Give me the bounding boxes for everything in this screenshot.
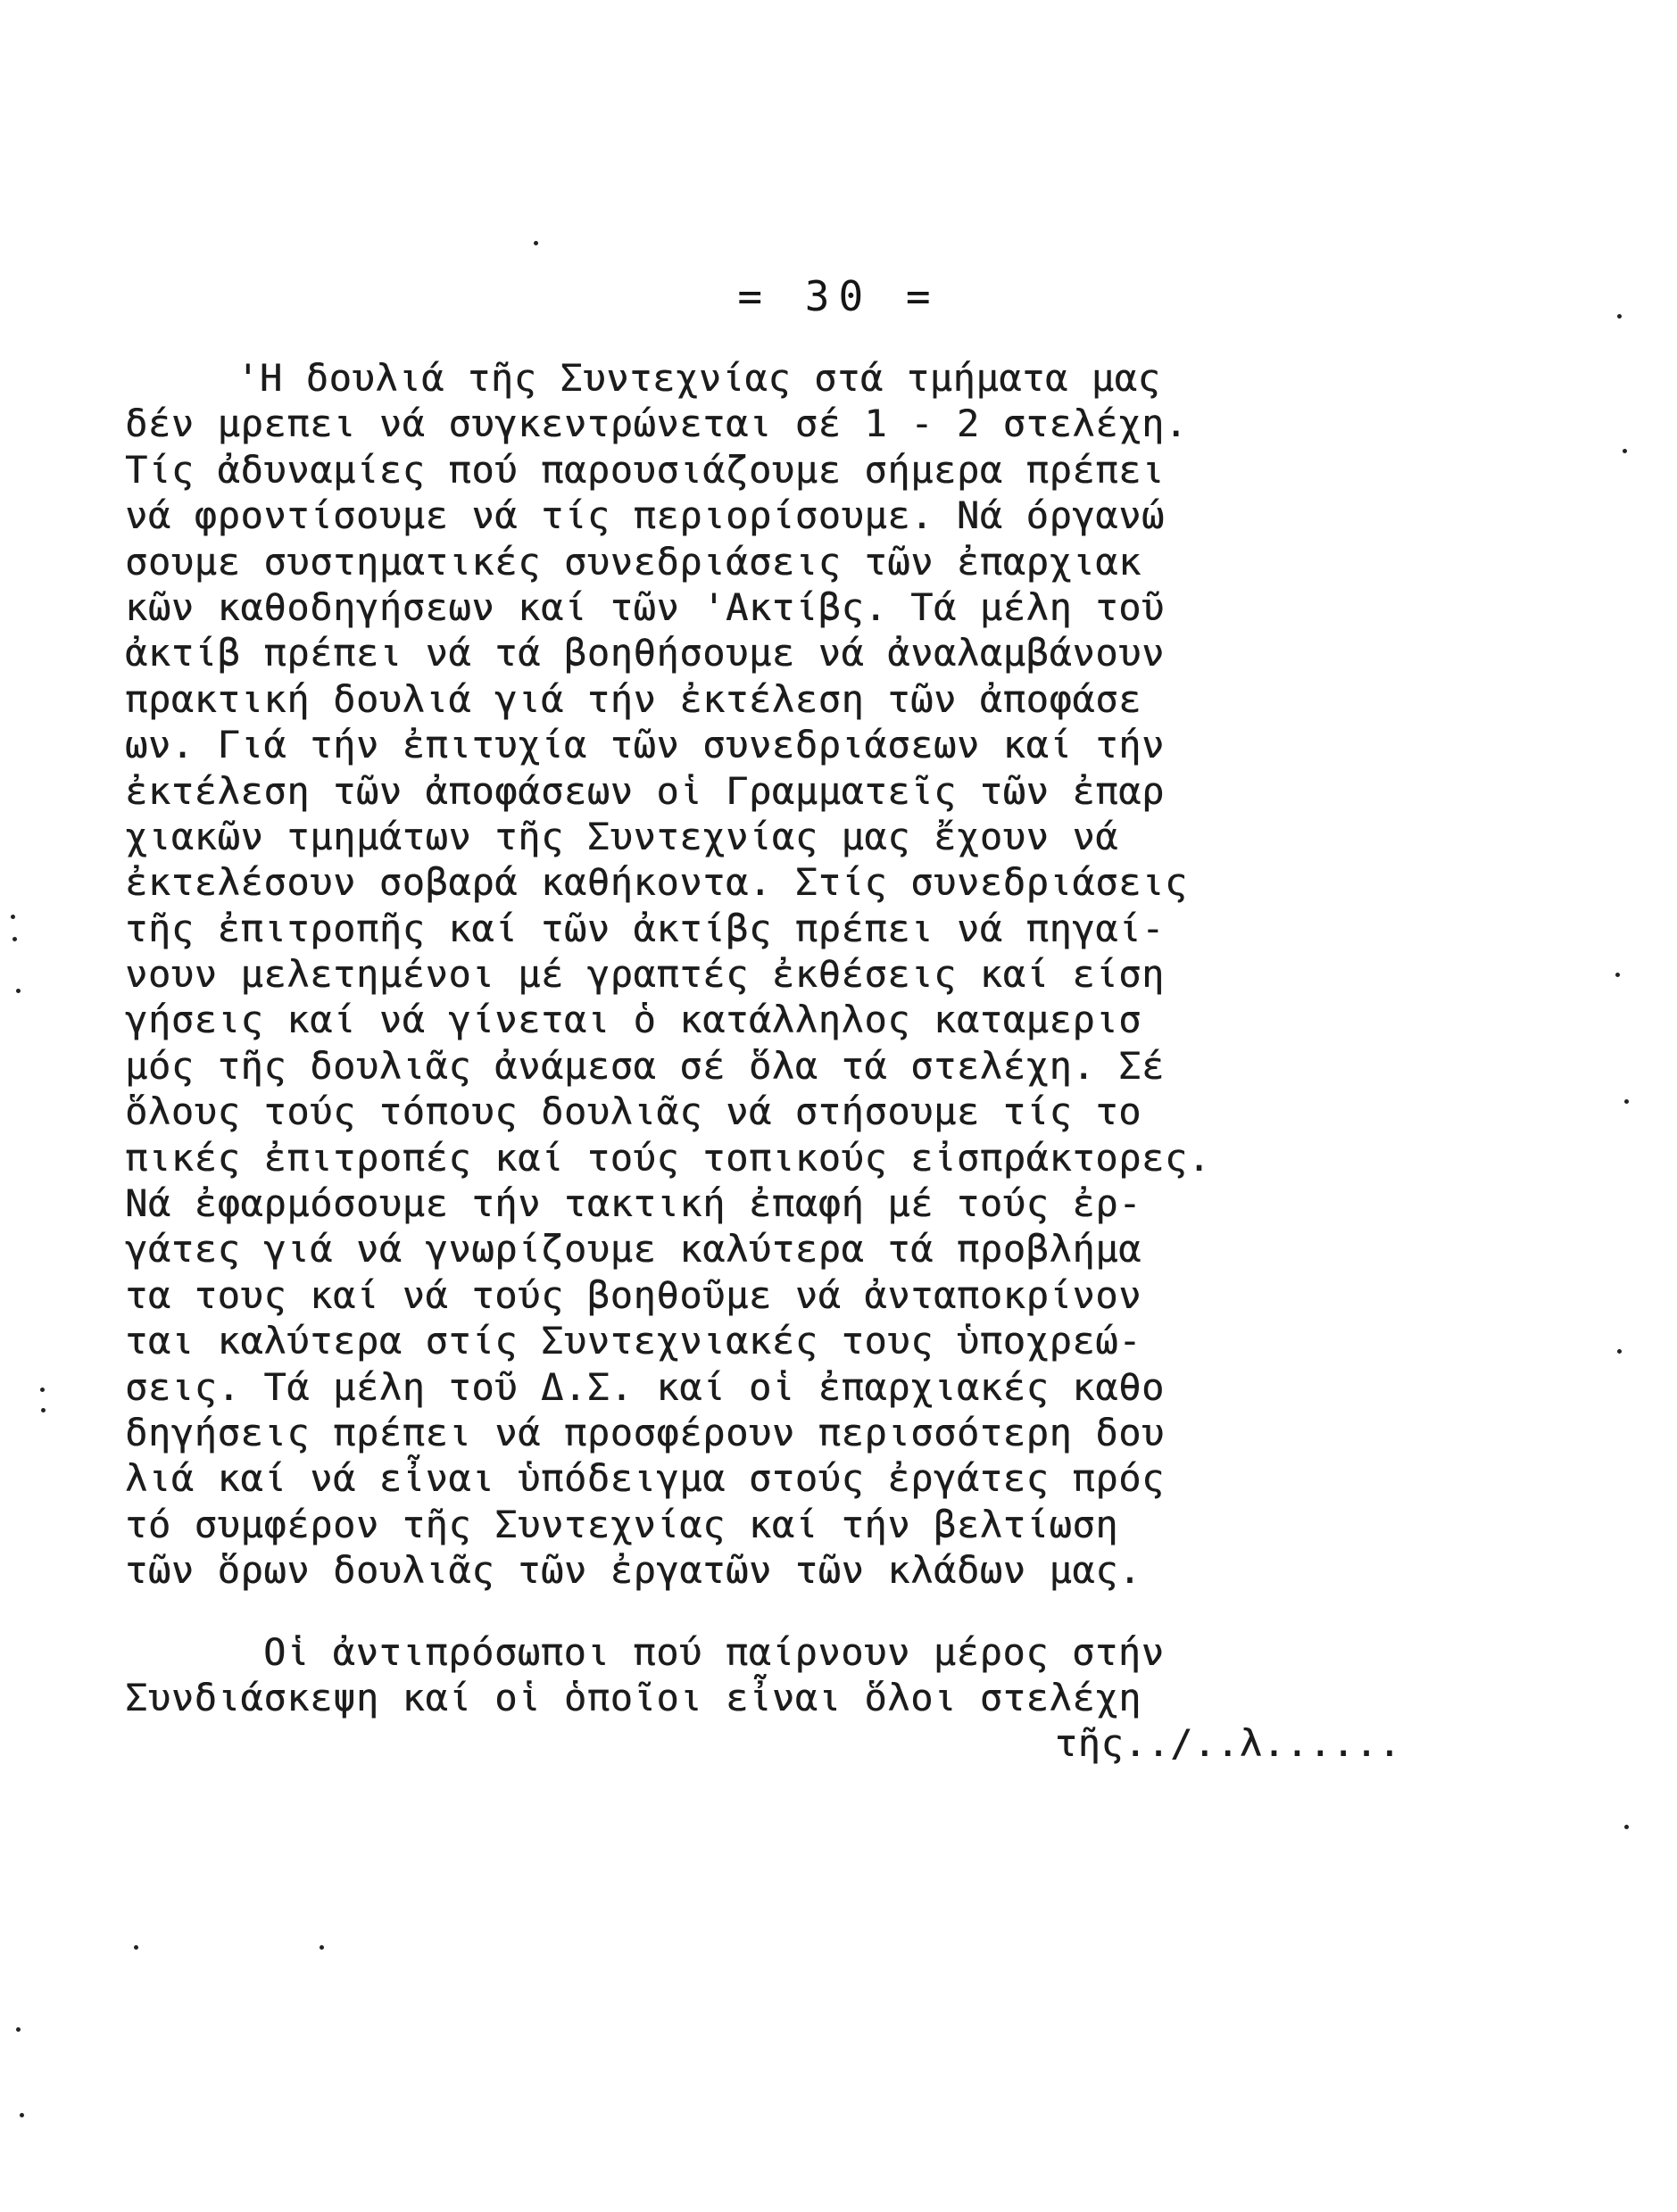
text-line: νουν μελετημένοι μέ γραπτές ἐκθέσεις καί είση xyxy=(125,952,1165,997)
scan-speck xyxy=(1623,449,1627,453)
text-line: τα τους καί νά τούς βοηθοῦμε νά ἀνταποκρίνον xyxy=(125,1272,1142,1317)
scan-speck xyxy=(1624,1099,1629,1104)
text-line: κῶν καθοδηγήσεων καί τῶν 'Ακτίβς. Τά μέλη τοῦ xyxy=(125,584,1165,629)
text-line: πικές ἐπιτροπές καί τούς τοπικούς εἰσπράκτορες. xyxy=(125,1135,1211,1180)
text-line: πρακτική δουλιά γιά τήν ἐκτέλεση τῶν ἀποφάσε xyxy=(125,676,1142,721)
paragraph-gap xyxy=(125,1594,1410,1629)
scan-speck xyxy=(16,2027,21,2032)
text-line: χιακῶν τμημάτων τῆς Συντεχνίας μας ἔχουν νά xyxy=(125,814,1119,858)
text-line: Τίς ἀδυναμίες πού παρουσιάζουμε σήμερα πρέπει xyxy=(125,447,1165,492)
text-line: σουμε συστηματικές συνεδριάσεις τῶν ἐπαρχιακ xyxy=(125,539,1142,584)
scan-speck xyxy=(1624,1825,1629,1829)
text-line: ων. Γιά τήν ἐπιτυχία τῶν συνεδριάσεων καί τήν xyxy=(125,723,1165,767)
text-line: ἐκτελέσουν σοβαρά καθήκοντα. Στίς συνεδριάσεις xyxy=(125,860,1188,905)
text-line: ται καλύτερα στίς Συντεχνιακές τους ὑποχρεώ- xyxy=(125,1319,1142,1363)
scan-speck xyxy=(16,989,21,993)
text-line: Νά ἐφαρμόσουμε τήν τακτική ἐπαφή μέ τούς ἐρ- xyxy=(125,1181,1142,1226)
scan-speck xyxy=(1617,314,1622,319)
text-line: Συνδιάσκεψη καί οἱ ὁποῖοι εἶναι ὅλοι στελέχη xyxy=(125,1675,1142,1719)
scan-speck xyxy=(1615,973,1620,977)
text-line: γήσεις καί νά γίνεται ὁ κατάλληλος καταμερισ xyxy=(125,998,1142,1042)
scan-speck xyxy=(11,915,15,919)
scan-speck xyxy=(41,1408,46,1413)
text-line: ἀκτίβ πρέπει νά τά βοηθήσουμε νά ἀναλαμβάνουν xyxy=(125,631,1165,675)
page-number: = 30 = xyxy=(737,272,940,320)
continuation-line: τῆς../..λ...... xyxy=(1054,1721,1401,1766)
text-line: μός τῆς δουλιᾶς ἀνάμεσα σέ ὅλα τά στελέχη. Σέ xyxy=(125,1043,1165,1088)
text-line: σεις. Τά μέλη τοῦ Δ.Σ. καί οἱ ἐπαρχιακές καθο xyxy=(125,1364,1165,1409)
scan-speck xyxy=(320,1945,324,1950)
scan-speck xyxy=(40,1388,45,1392)
text-line: γάτες γιά νά γνωρίζουμε καλύτερα τά προβλήμα xyxy=(125,1227,1142,1272)
scan-speck xyxy=(1617,1349,1622,1354)
body-text xyxy=(125,355,1410,1767)
text-line: δηγήσεις πρέπει νά προσφέρουν περισσότερη δου xyxy=(125,1410,1165,1454)
scan-speck xyxy=(134,1945,138,1950)
scan-speck xyxy=(20,2113,24,2117)
text-line: τῶν ὅρων δουλιᾶς τῶν ἐργατῶν τῶν κλάδων μας. xyxy=(125,1548,1142,1593)
scan-speck xyxy=(534,241,538,245)
text-line: ὅλους τούς τόπους δουλιᾶς νά στήσουμε τίς το xyxy=(125,1089,1142,1134)
text-line: τῆς ἐπιτροπῆς καί τῶν ἀκτίβς πρέπει νά πηγαί- xyxy=(125,906,1165,950)
text-line: ἐκτέλεση τῶν ἀποφάσεων οἱ Γραμματεῖς τῶν ἐπαρ xyxy=(125,768,1165,813)
text-line: νά φροντίσουμε νά τίς περιορίσουμε. Νά όργανώ xyxy=(125,493,1165,538)
scan-speck xyxy=(12,937,17,941)
text-line: Οἱ ἀντιπρόσωποι πού παίρνουν μέρος στήν xyxy=(263,1629,1165,1674)
text-line: λιά καί νά εἶναι ὑπόδειγμα στούς ἐργάτες πρός xyxy=(125,1456,1165,1501)
text-line: δέν μρεπει νά συγκεντρώνεται σέ 1 - 2 στελέχη. xyxy=(125,402,1188,446)
text-line: τό συμφέρον τῆς Συντεχνίας καί τήν βελτίωση xyxy=(125,1502,1119,1546)
text-line: 'Η δουλιά τῆς Συντεχνίας στά τμήματα μας xyxy=(237,356,1161,400)
